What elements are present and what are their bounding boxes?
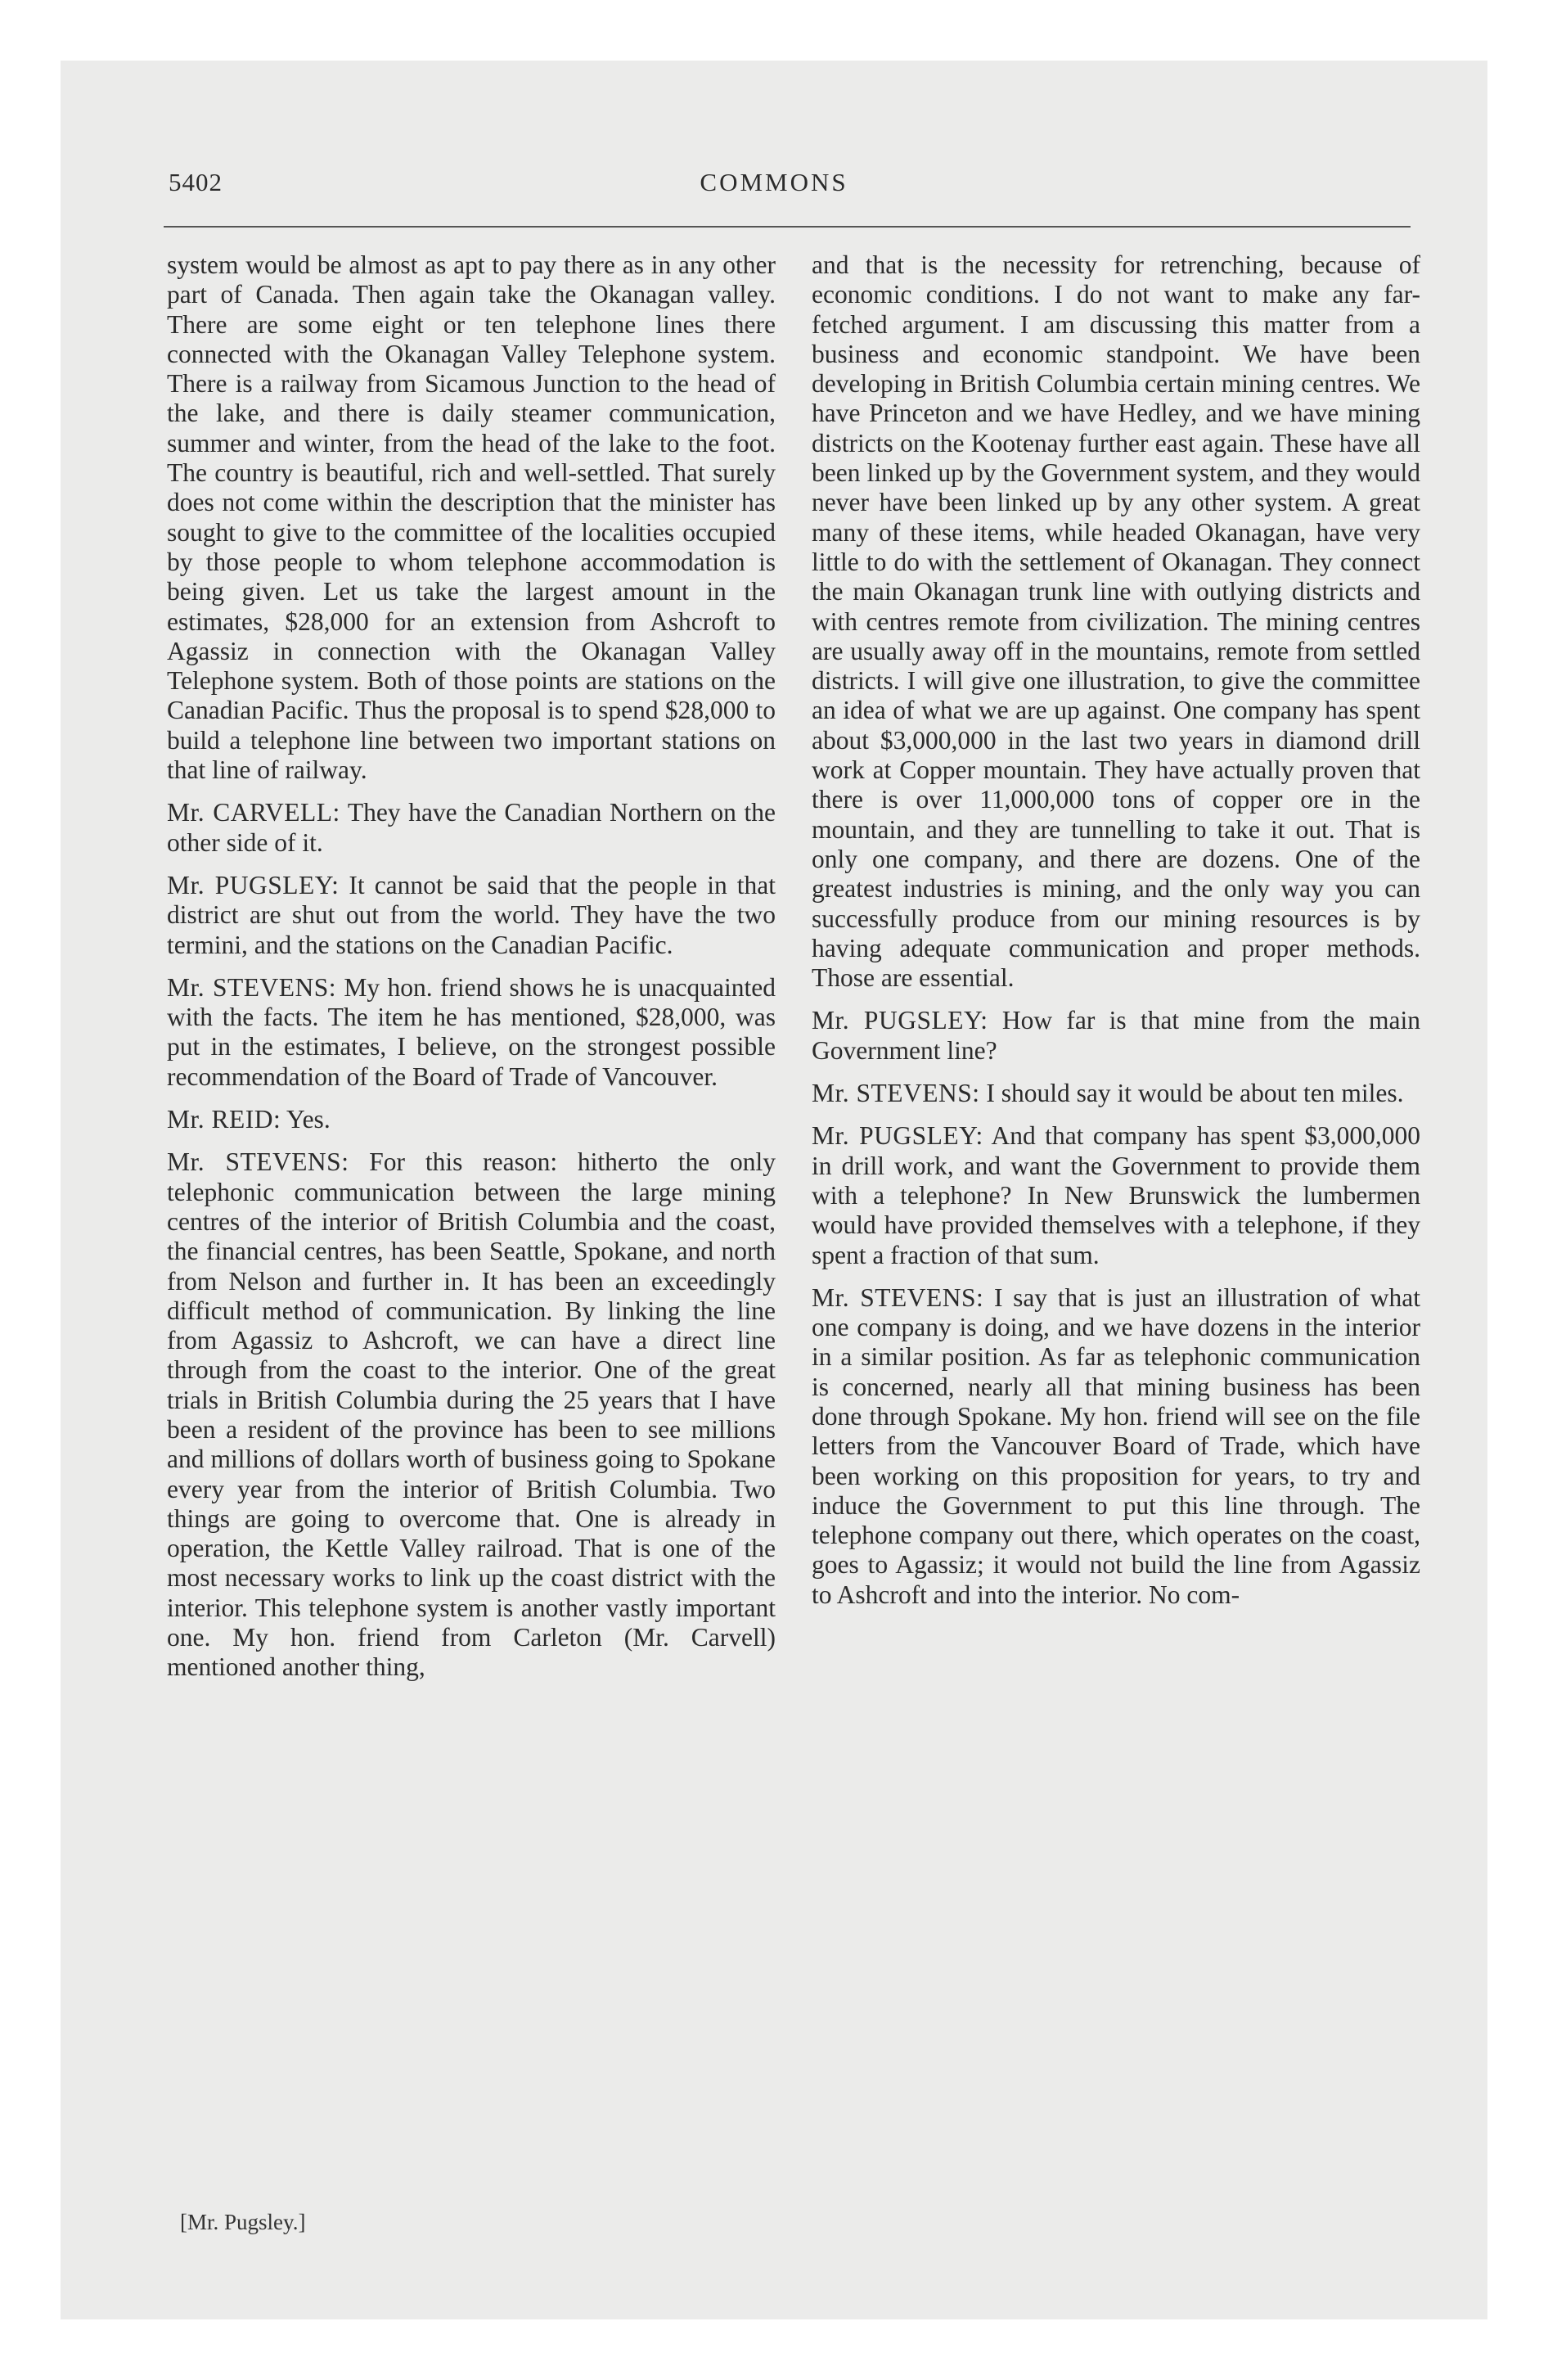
speaker: Mr. PUGSLEY: [167,870,340,899]
speech-text: It cannot be said that the people in that district are shut out from the world. They have the two termini, and the stations on the Canadian Pacific. [167,870,776,959]
speaker: Mr. STEVENS: [812,1079,980,1108]
paragraph [167,871,776,960]
speech-text: My hon. friend shows he is unacquainted with the facts. The item he has mentioned, $28,000, was put in the estimates, I believe, on the strongest possible recommendation of the Board of Trade of Vancouver. [167,972,776,1091]
speech-text: And that company has spent $3,000,000 in drill work, and want the Government to provide them with a telephone? In New Brunswick the lumbermen would have provided themselves with a telephone, if they spent a fraction of that sum. [812,1121,1420,1269]
paragraph [812,250,1420,993]
header-rule [164,226,1411,228]
paragraph [167,250,776,785]
speaker: Mr. CARVELL: [167,798,340,827]
paragraph [812,1079,1420,1108]
speech-text: How far is that mine from the main Government line? [812,1006,1421,1065]
paragraph [812,1121,1420,1269]
speech-text: Yes. [286,1105,331,1134]
right-column [812,250,1420,1623]
speaker: Mr. STEVENS: [167,972,336,1002]
speech-text: and that is the necessity for retrenching, because of economic conditions. I do not want to make any far-fetched argument. I am discussing this matter from a business and economic standpoint. We have been developing in British Columbia certain mining centres. We have Princeton and we have Hedley, and we have mining districts on the Kootenay further east again. These have all been linked up by the Government system, and they would never have been linked up by any other system. A great many of these items, while headed Okanagan, have very little to do with the settlement of Okanagan. They connect the main Okanagan trunk line with outlying districts and with centres remote from civilization. The mining centres are usually away off in the mountains, remote from settled districts. I will give one illustration, to give the committee an idea of what we are up against. One company has spent about $3,000,000 in the last two years in diamond drill work at Copper mountain. They have actually proven that there is over 11,000,000 tons of copper ore in the mountain, and they are tunnelling to take it out. That is only one company, and there are dozens. One of the greatest industries is mining, and the only way you can successfully produce from our mining resources is by having adequate communication and proper methods. Those are essential. [812,250,1420,993]
footer-note: [Mr. Pugsley.] [180,2210,306,2234]
paragraph [167,1147,776,1682]
speaker: Mr. PUGSLEY: [812,1121,983,1151]
speech-text: I should say it would be about ten miles. [986,1079,1404,1108]
running-head: COMMONS [700,168,848,196]
paragraph [812,1006,1420,1066]
speaker: Mr. REID: [167,1105,281,1134]
speech-text: system would be almost as apt to pay there as in any other part of Canada. Then again take the Okanagan valley. There are some eight or ten telephone lines there connected with the Okanagan Valley Telephone system. There is a railway from Sicamous Junction to the head of the lake, and there is daily steamer communication, summer and winter, from the head of the lake to the foot. The country is beautiful, rich and well-settled. That surely does not come within the description that the minister has sought to give to the committee of the localities occupied by those people to whom telephone accommodation is being given. Let us take the largest amount in the estimates, $28,000 for an extension from Ashcroft to Agassiz in connection with the Okanagan Valley Telephone system. Both of those points are stations on the Canadian Pacific. Thus the proposal is to spend $28,000 to build a telephone line between two important stations on that line of railway. [167,250,776,785]
speaker: Mr. STEVENS: [167,1147,349,1177]
paragraph [167,1105,776,1134]
paragraph [167,973,776,1092]
paragraph [167,798,776,858]
page-number: 5402 [169,168,223,196]
speaker: Mr. STEVENS: [812,1282,984,1312]
paragraph [812,1283,1420,1610]
speech-text: I say that is just an illustration of what one company is doing, and we have dozens in the interior in a similar position. As far as telephonic communication is concerned, nearly all that mining business has been done through Spokane. My hon. friend will see on the file letters from the Vancouver Board of Trade, which have been working on this proposition for years, to try and induce the Government to put this line through. The telephone company out there, which operates on the coast, goes to Agassiz; it would not build the line from Agassiz to Ashcroft and into the interior. No com- [812,1282,1420,1609]
speech-text: They have the Canadian Northern on the other side of it. [167,798,776,857]
speaker: Mr. PUGSLEY: [812,1006,988,1035]
left-column [167,250,776,1696]
speech-text: For this reason: hitherto the only telephonic communication between the large mining centres of the interior of British Columbia and the coast, the financial centres, has been Seattle, Spokane, and north from Nelson and further in. It has been an exceedingly difficult method of communication. By linking the line from Agassiz to Ashcroft, we can have a direct line through from the coast to the interior. One of the great trials in British Columbia during the 25 years that I have been a resident of the province has been to see millions and millions of dollars worth of business going to Spokane every year from the interior of British Columbia. Two things are going to overcome that. One is already in operation, the Kettle Valley railroad. That is one of the most necessary works to link up the coast district with the interior. This telephone system is another vastly important one. My hon. friend from Carleton (Mr. Carvell) mentioned another thing, [167,1147,776,1682]
